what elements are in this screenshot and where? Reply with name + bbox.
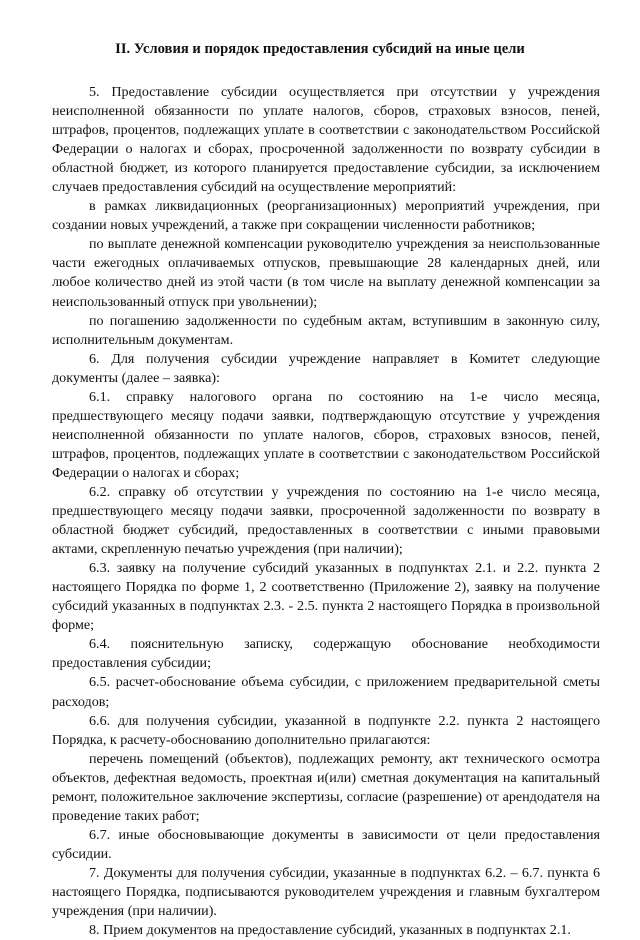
paragraph-6-3: 6.3. заявку на получение субсидий указанных в подпунктах 2.1. и 2.2. пункта 2 настоящего Порядка по форме 1, 2 соответственно (Приложение 2), заявку на получение субсидий указанных в подпунктах 2.3. - 2.5. пункта 2 настоящего Порядка в произвольной форме;: [52, 560, 600, 634]
paragraph-6-6: 6.6. для получения субсидии, указанной в подпункте 2.2. пункта 2 настоящего Порядка, к расчету-обоснованию дополнительно прилагаются:: [52, 712, 600, 748]
section-title: II. Условия и порядок предоставления субсидий на иные цели: [115, 41, 525, 57]
paragraph-6-5: 6.5. расчет-обоснование объема субсидии, с приложением предварительной сметы расходов;: [52, 674, 600, 710]
document-body: [52, 83, 600, 940]
paragraph-6-6-list: перечень помещений (объектов), подлежащих ремонту, акт технического осмотра объектов, дефектная ведомость, проектная и(или) сметная документация на капитальный ремонт, положительное заключение экспертизы, согласие (разрешение) от арендодателя на проведение таких работ;: [52, 750, 600, 824]
paragraph-6: 6. Для получения субсидии учреждение направляет в Комитет следующие документы (далее – заявка):: [52, 350, 600, 386]
paragraph-5: 5. Предоставление субсидии осуществляется при отсутствии у учреждения неисполненной обязанности по уплате налогов, сборов, страховых взносов, пеней, штрафов, процентов, подлежащих уплате в соответствии с законодательством Российской Федерации о налогах и сборах, просроченной задолженности по возврату субсидии в областной бюджет, из которого планируется предоставление субсидии, за исключением случаев предоставления субсидий на осуществление мероприятий:: [52, 84, 600, 196]
paragraph-6-7: 6.7. иные обосновывающие документы в зависимости от цели предоставления субсидии.: [52, 826, 600, 862]
paragraph-5-court-debts: по погашению задолженности по судебным актам, вступившим в законную силу, исполнительным документам.: [52, 312, 600, 348]
paragraph-6-1: 6.1. справку налогового органа по состоянию на 1-е число месяца, предшествующего месяцу подачи заявки, подтверждающую отсутствие у учреждения неисполненной обязанности по уплате налогов, сборов, страховых взносов, пеней, штрафов, процентов, подлежащих уплате в соответствии с законодательством Российской Федерации о налогах и сборах;: [52, 388, 600, 481]
paragraph-6-4: 6.4. пояснительную записку, содержащую обоснование необходимости предоставления субсидии;: [52, 636, 600, 672]
paragraph-6-2: 6.2. справку об отсутствии у учреждения по состоянию на 1-е число месяца, предшествующего месяцу подачи заявки, просроченной задолженности по возврату в областной бюджет субсидий, предоставленных в соответствии с иными правовыми актами, скрепленную печатью учреждения (при наличии);: [52, 483, 600, 558]
paragraph-7: 7. Документы для получения субсидии, указанные в подпунктах 6.2. – 6.7. пункта 6 настоящего Порядка, подписываются руководителем учреждения и главным бухгалтером учреждения (при наличии).: [52, 864, 600, 920]
paragraph-8: 8. Прием документов на предоставление субсидий, указанных в подпунктах 2.1.: [89, 922, 571, 939]
paragraph-5-compensation: по выплате денежной компенсации руководителю учреждения за неиспользованные части ежегодных оплачиваемых отпусков, превышающие 28 календарных дней, или любое количество дней из этой части (в том числе на выплату денежной компенсации за неиспользованный отпуск при увольнении);: [52, 236, 600, 310]
paragraph-5-liquidation: в рамках ликвидационных (реорганизационных) мероприятий учреждения, при создании новых учреждений, а также при сокращении численности работников;: [52, 198, 600, 234]
